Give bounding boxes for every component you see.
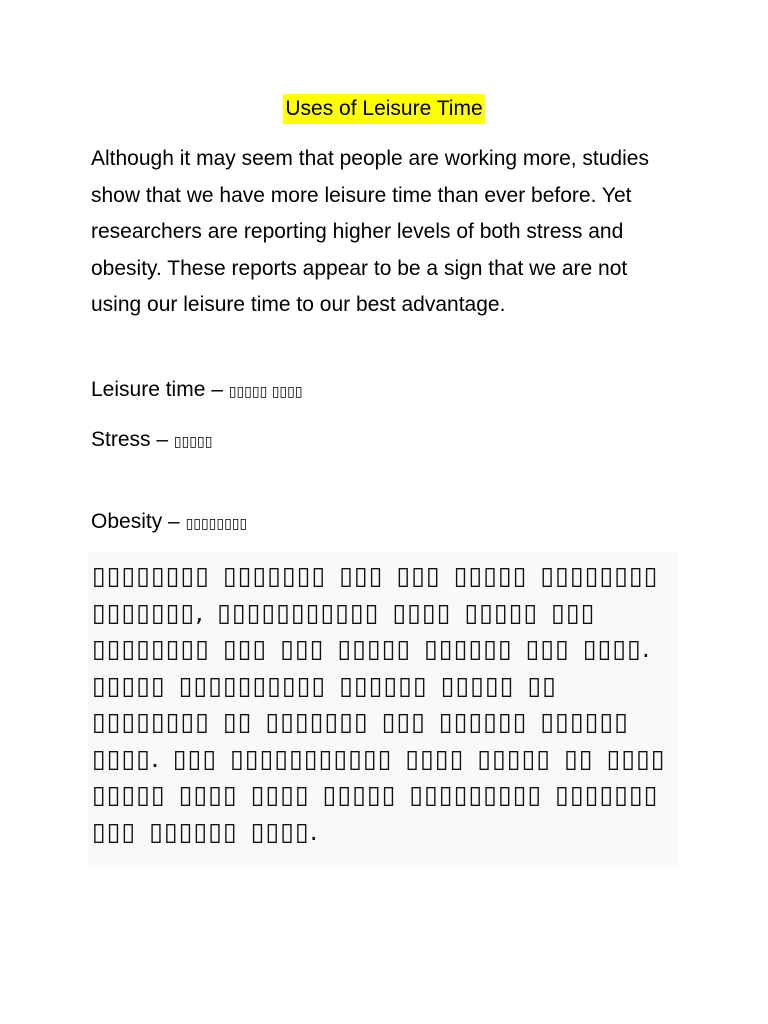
- vocab-item-leisure-time: [91, 375, 303, 407]
- vocab-item-stress: [91, 425, 212, 457]
- vocab-separator: –: [162, 510, 186, 533]
- vocab-translation: ▯▯▯▯▯ ▯▯▯▯: [228, 384, 303, 400]
- vocab-separator: –: [150, 428, 174, 451]
- vocab-term: Obesity: [91, 510, 163, 533]
- title-container: [0, 94, 768, 124]
- vocab-term: Leisure time: [91, 378, 206, 401]
- vocab-separator: –: [205, 378, 229, 401]
- vocab-item-obesity: [91, 507, 247, 539]
- translation-block: [88, 552, 678, 867]
- vocab-translation: ▯▯▯▯▯▯▯▯: [185, 516, 248, 532]
- document-title: Uses of Leisure Time: [283, 94, 484, 124]
- translation-paragraph: ▯▯▯▯▯▯▯▯ ▯▯▯▯▯▯▯ ▯▯▯ ▯▯▯ ▯▯▯▯▯ ▯▯▯▯▯▯▯▯ ▯▯▯▯▯▯▯, ▯▯▯▯▯▯▯▯▯▯▯ ▯▯▯▯ ▯▯▯▯▯ ▯▯▯ ▯▯▯▯▯▯▯▯ ▯▯▯ ▯▯▯ ▯▯▯▯▯ ▯▯▯▯▯▯ ▯▯▯ ▯▯▯▯. ▯▯▯▯▯ ▯▯▯▯▯▯▯▯▯▯ ▯▯▯▯▯▯ ▯▯▯▯▯ ▯▯ ▯▯▯▯▯▯▯▯ ▯▯ ▯▯▯▯▯▯▯ ▯▯▯ ▯▯▯▯▯▯ ▯▯▯▯▯▯ ▯▯▯▯. ▯▯▯ ▯▯▯▯▯▯▯▯▯▯▯ ▯▯▯▯ ▯▯▯▯▯ ▯▯ ▯▯▯▯ ▯▯▯▯▯ ▯▯▯▯ ▯▯▯▯ ▯▯▯▯▯ ▯▯▯▯▯▯▯▯▯ ▯▯▯▯▯▯▯ ▯▯▯ ▯▯▯▯▯▯ ▯▯▯▯.: [92, 561, 666, 846]
- intro-paragraph: Although it may seem that people are working more, studies show that we have more leisure time than ever before. Yet researchers are reporting higher levels of both stress and obesity. These reports appear to be a sign that we are not using our leisure time to our best advantage.: [91, 147, 649, 316]
- vocab-translation: ▯▯▯▯▯: [173, 434, 213, 450]
- vocab-term: Stress: [91, 428, 151, 451]
